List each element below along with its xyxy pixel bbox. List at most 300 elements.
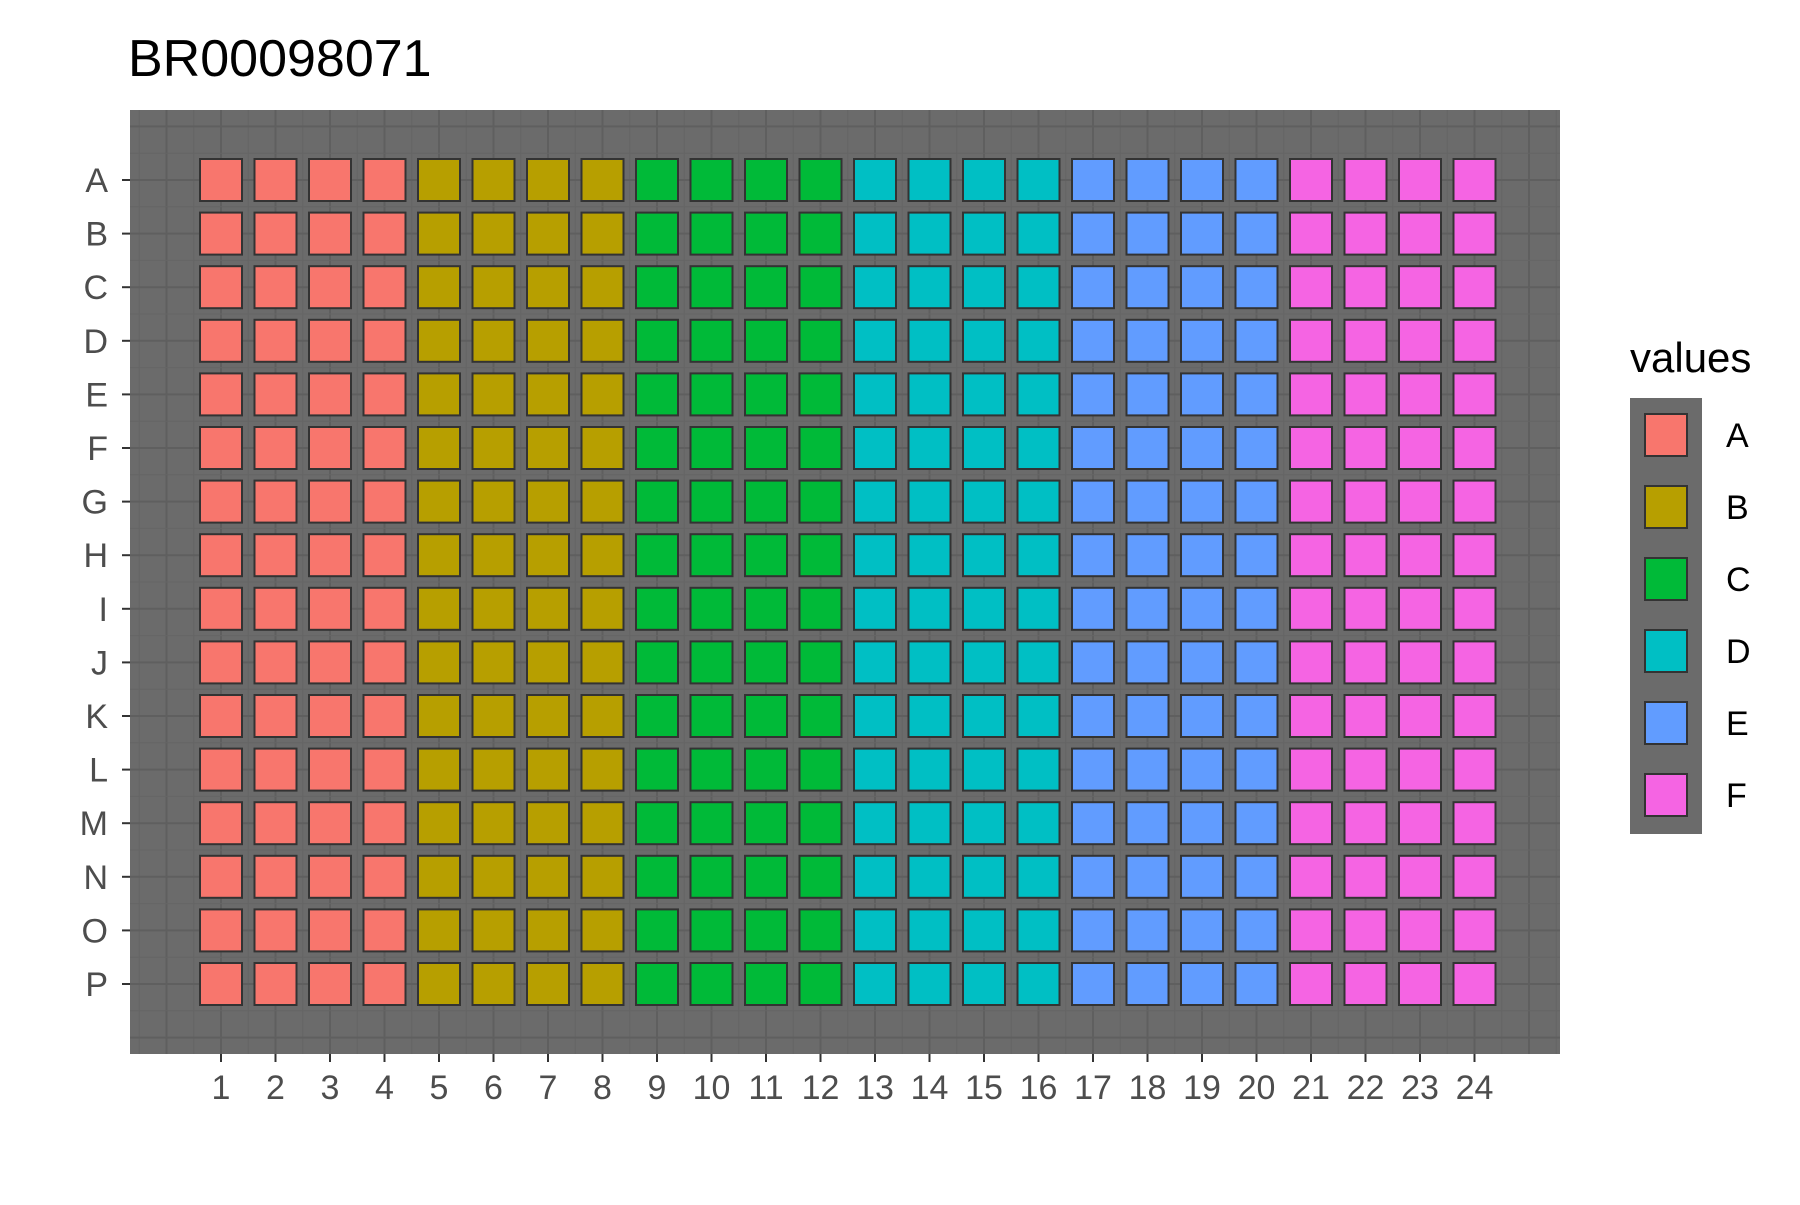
well-O18 <box>1127 909 1169 951</box>
x-tick-label: 24 <box>1455 1069 1494 1107</box>
well-D3 <box>309 320 351 362</box>
well-K24 <box>1454 695 1496 737</box>
well-C23 <box>1399 266 1441 308</box>
well-B5 <box>418 213 460 255</box>
well-H4 <box>364 534 406 576</box>
well-C21 <box>1290 266 1332 308</box>
well-N11 <box>745 856 787 898</box>
well-H11 <box>745 534 787 576</box>
y-tick-label: D <box>83 322 108 361</box>
well-N16 <box>1018 856 1060 898</box>
well-J10 <box>691 641 733 683</box>
well-J22 <box>1345 641 1387 683</box>
well-F24 <box>1454 427 1496 469</box>
well-C18 <box>1127 266 1169 308</box>
well-G18 <box>1127 481 1169 523</box>
well-L16 <box>1018 749 1060 791</box>
well-G17 <box>1072 481 1114 523</box>
well-G10 <box>691 481 733 523</box>
y-tick-label: P <box>85 966 108 1004</box>
well-L18 <box>1127 749 1169 791</box>
well-D4 <box>364 320 406 362</box>
well-D22 <box>1345 320 1387 362</box>
well-A23 <box>1399 159 1441 201</box>
well-G2 <box>255 481 297 523</box>
chart-title: BR00098071 <box>128 30 432 88</box>
x-tick-label: 13 <box>856 1069 894 1107</box>
well-K9 <box>636 695 678 737</box>
well-L2 <box>255 749 297 791</box>
well-J8 <box>582 641 624 683</box>
well-L15 <box>963 749 1005 791</box>
well-H2 <box>255 534 297 576</box>
well-A24 <box>1454 159 1496 201</box>
well-O13 <box>854 909 896 951</box>
well-C7 <box>527 266 569 308</box>
well-E10 <box>691 373 733 415</box>
well-K5 <box>418 695 460 737</box>
well-N10 <box>691 856 733 898</box>
well-D16 <box>1018 320 1060 362</box>
well-K6 <box>473 695 515 737</box>
well-E3 <box>309 373 351 415</box>
well-O6 <box>473 909 515 951</box>
well-B3 <box>309 213 351 255</box>
well-B4 <box>364 213 406 255</box>
well-H19 <box>1181 534 1223 576</box>
well-C12 <box>800 266 842 308</box>
y-axis <box>80 162 130 1004</box>
well-B13 <box>854 213 896 255</box>
well-F8 <box>582 427 624 469</box>
well-D12 <box>800 320 842 362</box>
well-K16 <box>1018 695 1060 737</box>
well-I4 <box>364 588 406 630</box>
well-E5 <box>418 373 460 415</box>
well-B15 <box>963 213 1005 255</box>
well-H7 <box>527 534 569 576</box>
well-G15 <box>963 481 1005 523</box>
well-J18 <box>1127 641 1169 683</box>
y-tick-label: E <box>85 376 108 415</box>
well-N13 <box>854 856 896 898</box>
well-M8 <box>582 802 624 844</box>
well-G21 <box>1290 481 1332 523</box>
well-P12 <box>800 963 842 1005</box>
well-J13 <box>854 641 896 683</box>
well-G9 <box>636 481 678 523</box>
well-I19 <box>1181 588 1223 630</box>
well-J19 <box>1181 641 1223 683</box>
legend-key-D <box>1645 630 1687 672</box>
well-B1 <box>200 213 242 255</box>
y-tick-label: F <box>87 430 108 468</box>
well-B7 <box>527 213 569 255</box>
well-L17 <box>1072 749 1114 791</box>
well-O1 <box>200 909 242 951</box>
well-G19 <box>1181 481 1223 523</box>
well-F5 <box>418 427 460 469</box>
well-C6 <box>473 266 515 308</box>
well-E2 <box>255 373 297 415</box>
well-A10 <box>691 159 733 201</box>
well-P9 <box>636 963 678 1005</box>
well-M5 <box>418 802 460 844</box>
well-M4 <box>364 802 406 844</box>
well-E11 <box>745 373 787 415</box>
well-A9 <box>636 159 678 201</box>
well-O19 <box>1181 909 1223 951</box>
well-L14 <box>909 749 951 791</box>
well-O2 <box>255 909 297 951</box>
well-O8 <box>582 909 624 951</box>
well-I3 <box>309 588 351 630</box>
well-D18 <box>1127 320 1169 362</box>
well-C9 <box>636 266 678 308</box>
y-tick-label: A <box>85 162 108 200</box>
well-H22 <box>1345 534 1387 576</box>
well-I10 <box>691 588 733 630</box>
well-F4 <box>364 427 406 469</box>
well-A22 <box>1345 159 1387 201</box>
well-A2 <box>255 159 297 201</box>
well-M11 <box>745 802 787 844</box>
well-A5 <box>418 159 460 201</box>
well-P22 <box>1345 963 1387 1005</box>
well-O20 <box>1236 909 1278 951</box>
well-O7 <box>527 909 569 951</box>
well-K7 <box>527 695 569 737</box>
x-tick-label: 7 <box>538 1069 558 1107</box>
well-H13 <box>854 534 896 576</box>
well-P23 <box>1399 963 1441 1005</box>
well-J14 <box>909 641 951 683</box>
well-G13 <box>854 481 896 523</box>
well-E15 <box>963 373 1005 415</box>
legend-label-E: E <box>1726 705 1749 743</box>
well-I18 <box>1127 588 1169 630</box>
well-O22 <box>1345 909 1387 951</box>
well-E24 <box>1454 373 1496 415</box>
well-O5 <box>418 909 460 951</box>
well-D19 <box>1181 320 1223 362</box>
x-tick-label: 16 <box>1019 1069 1058 1107</box>
well-M16 <box>1018 802 1060 844</box>
x-tick-label: 4 <box>375 1069 394 1107</box>
well-E19 <box>1181 373 1223 415</box>
well-O3 <box>309 909 351 951</box>
well-H10 <box>691 534 733 576</box>
y-tick-label: J <box>91 644 108 683</box>
well-K10 <box>691 695 733 737</box>
x-tick-label: 11 <box>748 1069 784 1107</box>
x-tick-label: 9 <box>647 1069 667 1107</box>
well-K3 <box>309 695 351 737</box>
well-C2 <box>255 266 297 308</box>
well-L11 <box>745 749 787 791</box>
well-K18 <box>1127 695 1169 737</box>
well-N18 <box>1127 856 1169 898</box>
well-D8 <box>582 320 624 362</box>
well-B21 <box>1290 213 1332 255</box>
well-G8 <box>582 481 624 523</box>
well-E20 <box>1236 373 1278 415</box>
well-I8 <box>582 588 624 630</box>
well-F11 <box>745 427 787 469</box>
well-N2 <box>255 856 297 898</box>
well-P14 <box>909 963 951 1005</box>
well-J7 <box>527 641 569 683</box>
y-tick-label: K <box>85 698 108 736</box>
well-O11 <box>745 909 787 951</box>
well-A21 <box>1290 159 1332 201</box>
well-P15 <box>963 963 1005 1005</box>
well-M2 <box>255 802 297 844</box>
well-P10 <box>691 963 733 1005</box>
well-G4 <box>364 481 406 523</box>
well-F22 <box>1345 427 1387 469</box>
well-E14 <box>909 373 951 415</box>
well-F13 <box>854 427 896 469</box>
well-I9 <box>636 588 678 630</box>
well-I5 <box>418 588 460 630</box>
well-A15 <box>963 159 1005 201</box>
well-F14 <box>909 427 951 469</box>
well-F7 <box>527 427 569 469</box>
well-G7 <box>527 481 569 523</box>
well-M18 <box>1127 802 1169 844</box>
well-H12 <box>800 534 842 576</box>
well-M24 <box>1454 802 1496 844</box>
well-F12 <box>800 427 842 469</box>
well-E16 <box>1018 373 1060 415</box>
well-D15 <box>963 320 1005 362</box>
x-tick-label: 12 <box>801 1069 840 1107</box>
well-E1 <box>200 373 242 415</box>
well-D17 <box>1072 320 1114 362</box>
well-N24 <box>1454 856 1496 898</box>
y-tick-label: C <box>83 269 108 308</box>
x-tick-label: 6 <box>484 1069 503 1107</box>
well-L20 <box>1236 749 1278 791</box>
well-G20 <box>1236 481 1278 523</box>
well-E13 <box>854 373 896 415</box>
well-C22 <box>1345 266 1387 308</box>
well-A4 <box>364 159 406 201</box>
well-C24 <box>1454 266 1496 308</box>
well-L21 <box>1290 749 1332 791</box>
well-F1 <box>200 427 242 469</box>
well-K20 <box>1236 695 1278 737</box>
well-J6 <box>473 641 515 683</box>
well-C14 <box>909 266 951 308</box>
well-D5 <box>418 320 460 362</box>
well-L9 <box>636 749 678 791</box>
well-J17 <box>1072 641 1114 683</box>
well-D23 <box>1399 320 1441 362</box>
well-C11 <box>745 266 787 308</box>
well-P1 <box>200 963 242 1005</box>
well-H16 <box>1018 534 1060 576</box>
well-E8 <box>582 373 624 415</box>
well-B20 <box>1236 213 1278 255</box>
well-E21 <box>1290 373 1332 415</box>
well-I13 <box>854 588 896 630</box>
well-H5 <box>418 534 460 576</box>
well-N8 <box>582 856 624 898</box>
well-M14 <box>909 802 951 844</box>
well-B8 <box>582 213 624 255</box>
well-D1 <box>200 320 242 362</box>
x-tick-label: 14 <box>910 1069 949 1107</box>
well-C1 <box>200 266 242 308</box>
legend-label-A: A <box>1726 417 1749 455</box>
well-P6 <box>473 963 515 1005</box>
well-A3 <box>309 159 351 201</box>
well-I2 <box>255 588 297 630</box>
well-M1 <box>200 802 242 844</box>
well-J3 <box>309 641 351 683</box>
well-B6 <box>473 213 515 255</box>
well-L5 <box>418 749 460 791</box>
well-K8 <box>582 695 624 737</box>
well-A14 <box>909 159 951 201</box>
well-I12 <box>800 588 842 630</box>
well-H17 <box>1072 534 1114 576</box>
well-M9 <box>636 802 678 844</box>
well-H1 <box>200 534 242 576</box>
well-I15 <box>963 588 1005 630</box>
well-J20 <box>1236 641 1278 683</box>
well-K17 <box>1072 695 1114 737</box>
well-J4 <box>364 641 406 683</box>
well-I22 <box>1345 588 1387 630</box>
well-P4 <box>364 963 406 1005</box>
well-I1 <box>200 588 242 630</box>
well-C19 <box>1181 266 1223 308</box>
well-B24 <box>1454 213 1496 255</box>
y-tick-label: N <box>83 858 108 897</box>
well-K12 <box>800 695 842 737</box>
well-P17 <box>1072 963 1114 1005</box>
well-D10 <box>691 320 733 362</box>
x-tick-label: 8 <box>593 1069 612 1107</box>
well-B23 <box>1399 213 1441 255</box>
well-F15 <box>963 427 1005 469</box>
well-F3 <box>309 427 351 469</box>
well-M21 <box>1290 802 1332 844</box>
well-L7 <box>527 749 569 791</box>
well-H23 <box>1399 534 1441 576</box>
well-N1 <box>200 856 242 898</box>
legend-key-background <box>1630 398 1702 834</box>
well-I7 <box>527 588 569 630</box>
well-M20 <box>1236 802 1278 844</box>
well-L3 <box>309 749 351 791</box>
well-O4 <box>364 909 406 951</box>
well-H24 <box>1454 534 1496 576</box>
well-I11 <box>745 588 787 630</box>
y-tick-label: G <box>81 483 108 522</box>
well-N12 <box>800 856 842 898</box>
x-tick-label: 20 <box>1237 1069 1276 1107</box>
x-tick-label: 10 <box>692 1069 731 1107</box>
well-D7 <box>527 320 569 362</box>
legend-key-B <box>1645 486 1687 528</box>
well-O9 <box>636 909 678 951</box>
well-H20 <box>1236 534 1278 576</box>
well-O23 <box>1399 909 1441 951</box>
well-C20 <box>1236 266 1278 308</box>
well-F17 <box>1072 427 1114 469</box>
well-J2 <box>255 641 297 683</box>
well-O12 <box>800 909 842 951</box>
well-B16 <box>1018 213 1060 255</box>
well-I21 <box>1290 588 1332 630</box>
well-J5 <box>418 641 460 683</box>
well-H9 <box>636 534 678 576</box>
x-tick-label: 18 <box>1128 1069 1167 1107</box>
well-O15 <box>963 909 1005 951</box>
well-A18 <box>1127 159 1169 201</box>
well-K1 <box>200 695 242 737</box>
y-tick-label: B <box>85 215 108 254</box>
y-tick-label: M <box>79 805 108 844</box>
well-N6 <box>473 856 515 898</box>
well-J16 <box>1018 641 1060 683</box>
well-F19 <box>1181 427 1223 469</box>
well-O14 <box>909 909 951 951</box>
well-A20 <box>1236 159 1278 201</box>
well-K13 <box>854 695 896 737</box>
well-N19 <box>1181 856 1223 898</box>
legend-key-C <box>1645 558 1687 600</box>
x-tick-label: 19 <box>1183 1069 1221 1107</box>
well-G12 <box>800 481 842 523</box>
well-O17 <box>1072 909 1114 951</box>
well-M23 <box>1399 802 1441 844</box>
well-M22 <box>1345 802 1387 844</box>
legend <box>1630 334 1751 834</box>
well-I16 <box>1018 588 1060 630</box>
well-O21 <box>1290 909 1332 951</box>
well-N15 <box>963 856 1005 898</box>
well-H21 <box>1290 534 1332 576</box>
well-J23 <box>1399 641 1441 683</box>
well-P7 <box>527 963 569 1005</box>
legend-label-F: F <box>1726 777 1747 815</box>
legend-title: values <box>1630 334 1752 381</box>
well-G22 <box>1345 481 1387 523</box>
well-B19 <box>1181 213 1223 255</box>
well-C17 <box>1072 266 1114 308</box>
well-P11 <box>745 963 787 1005</box>
well-K14 <box>909 695 951 737</box>
y-tick-label: O <box>81 912 108 951</box>
well-H8 <box>582 534 624 576</box>
well-K23 <box>1399 695 1441 737</box>
well-M7 <box>527 802 569 844</box>
well-N4 <box>364 856 406 898</box>
well-B18 <box>1127 213 1169 255</box>
well-M17 <box>1072 802 1114 844</box>
well-L24 <box>1454 749 1496 791</box>
well-G5 <box>418 481 460 523</box>
legend-key-A <box>1645 414 1687 456</box>
well-N14 <box>909 856 951 898</box>
well-D6 <box>473 320 515 362</box>
well-K19 <box>1181 695 1223 737</box>
